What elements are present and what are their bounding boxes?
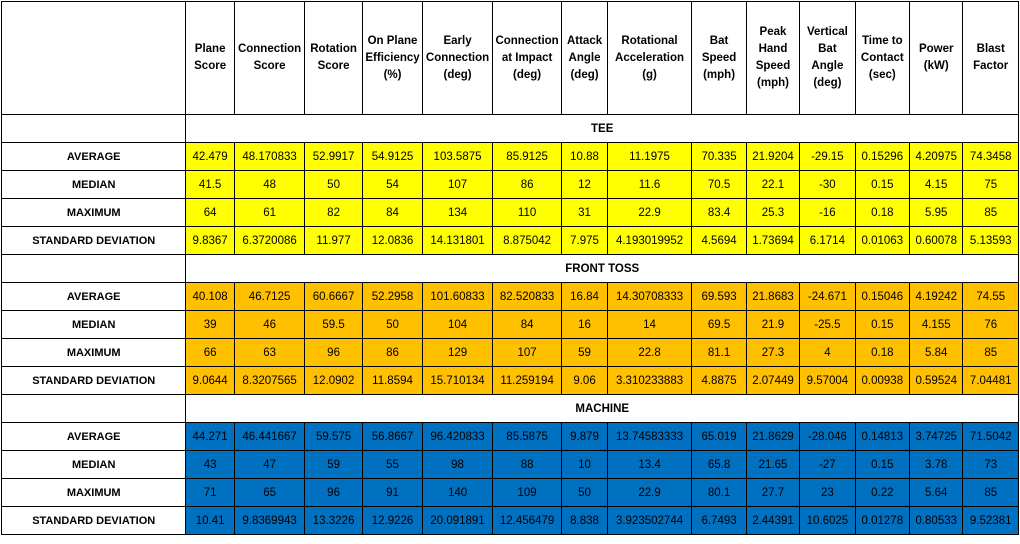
table-cell: 3.310233883 — [607, 367, 692, 395]
table-cell: 10.41 — [186, 507, 234, 535]
row-label: MEDIAN — [2, 311, 186, 339]
table-cell: 74.55 — [963, 283, 1019, 311]
column-header: Blast Factor — [963, 2, 1019, 115]
table-cell: 4 — [800, 339, 855, 367]
table-cell: 0.18 — [855, 339, 909, 367]
table-cell: 0.15 — [855, 311, 909, 339]
table-cell: 5.95 — [910, 199, 963, 227]
table-cell: 12.9226 — [362, 507, 422, 535]
table-cell: 0.00938 — [855, 367, 909, 395]
table-cell: 65.8 — [692, 451, 746, 479]
table-row — [2, 507, 1019, 535]
table-cell: 14.30708333 — [607, 283, 692, 311]
table-cell: 59.575 — [305, 423, 362, 451]
table-cell: 96 — [305, 479, 362, 507]
table-row — [2, 479, 1019, 507]
table-cell: 10 — [562, 451, 607, 479]
table-cell: 6.3720086 — [234, 227, 305, 255]
table-cell: 0.15 — [855, 171, 909, 199]
table-cell: 0.15 — [855, 451, 909, 479]
table-cell: 39 — [186, 311, 234, 339]
table-cell: 56.8667 — [362, 423, 422, 451]
table-cell: -16 — [800, 199, 855, 227]
table-cell: 46 — [234, 311, 305, 339]
row-label: MEDIAN — [2, 171, 186, 199]
table-cell: 9.52381 — [963, 507, 1019, 535]
table-cell: 9.0644 — [186, 367, 234, 395]
table-cell: 5.84 — [910, 339, 963, 367]
table-cell: 43 — [186, 451, 234, 479]
row-label: MAXIMUM — [2, 199, 186, 227]
table-cell: 21.9204 — [746, 143, 799, 171]
table-cell: 52.9917 — [305, 143, 362, 171]
table-cell: 70.335 — [692, 143, 746, 171]
table-cell: 9.06 — [562, 367, 607, 395]
table-cell: 5.64 — [910, 479, 963, 507]
column-header: Vertical Bat Angle (deg) — [800, 2, 855, 115]
table-cell: 7.975 — [562, 227, 607, 255]
table-cell: 48.170833 — [234, 143, 305, 171]
section-header-row — [2, 115, 1019, 143]
table-cell: 84 — [492, 311, 562, 339]
table-cell: -27 — [800, 451, 855, 479]
table-cell: 6.1714 — [800, 227, 855, 255]
table-cell: 0.18 — [855, 199, 909, 227]
table-cell: 74.3458 — [963, 143, 1019, 171]
table-cell: 54.9125 — [362, 143, 422, 171]
column-header: Early Connection (deg) — [423, 2, 493, 115]
row-label: STANDARD DEVIATION — [2, 367, 186, 395]
table-cell: 3.74725 — [910, 423, 963, 451]
table-cell: 0.01278 — [855, 507, 909, 535]
table-row — [2, 227, 1019, 255]
table-cell: 60.6667 — [305, 283, 362, 311]
table-cell: 44.271 — [186, 423, 234, 451]
table-cell: 65.019 — [692, 423, 746, 451]
table-cell: 4.20975 — [910, 143, 963, 171]
table-row — [2, 367, 1019, 395]
table-cell: 47 — [234, 451, 305, 479]
table-cell: 85.9125 — [492, 143, 562, 171]
table-cell: 69.593 — [692, 283, 746, 311]
table-cell: 63 — [234, 339, 305, 367]
table-cell: 11.6 — [607, 171, 692, 199]
row-label: AVERAGE — [2, 283, 186, 311]
table-cell: 2.07449 — [746, 367, 799, 395]
table-cell: 64 — [186, 199, 234, 227]
table-cell: 31 — [562, 199, 607, 227]
table-cell: 2.44391 — [746, 507, 799, 535]
table-cell: 96 — [305, 339, 362, 367]
table-row — [2, 311, 1019, 339]
table-cell: 16.84 — [562, 283, 607, 311]
table-cell: 91 — [362, 479, 422, 507]
table-cell: 4.15 — [910, 171, 963, 199]
table-cell: 59.5 — [305, 311, 362, 339]
table-cell: 27.3 — [746, 339, 799, 367]
table-cell: 10.6025 — [800, 507, 855, 535]
table-cell: -28.046 — [800, 423, 855, 451]
table-cell: 13.3226 — [305, 507, 362, 535]
table-row — [2, 171, 1019, 199]
table-cell: 11.8594 — [362, 367, 422, 395]
table-cell: 71 — [186, 479, 234, 507]
table-cell: 85 — [963, 479, 1019, 507]
table-cell: 52.2958 — [362, 283, 422, 311]
table-row — [2, 451, 1019, 479]
section-blank-cell — [2, 255, 186, 283]
table-cell: 46.7125 — [234, 283, 305, 311]
table-row — [2, 199, 1019, 227]
table-cell: 109 — [492, 479, 562, 507]
row-label: MEDIAN — [2, 451, 186, 479]
table-cell: 75 — [963, 171, 1019, 199]
column-header: Plane Score — [186, 2, 234, 115]
table-cell: 22.9 — [607, 199, 692, 227]
column-header: Time to Contact (sec) — [855, 2, 909, 115]
table-cell: 21.8629 — [746, 423, 799, 451]
table-cell: 4.8875 — [692, 367, 746, 395]
section-blank-cell — [2, 395, 186, 423]
table-cell: 9.8367 — [186, 227, 234, 255]
table-cell: 46.441667 — [234, 423, 305, 451]
table-cell: 55 — [362, 451, 422, 479]
table-cell: 13.74583333 — [607, 423, 692, 451]
table-cell: 0.14813 — [855, 423, 909, 451]
header-row — [2, 2, 1019, 115]
table-cell: 84 — [362, 199, 422, 227]
table-cell: 0.59524 — [910, 367, 963, 395]
table-cell: 80.1 — [692, 479, 746, 507]
table-cell: 15.710134 — [423, 367, 493, 395]
table-cell: 4.5694 — [692, 227, 746, 255]
table-cell: 9.8369943 — [234, 507, 305, 535]
table-cell: 12.0836 — [362, 227, 422, 255]
table-cell: 0.22 — [855, 479, 909, 507]
table-cell: 0.01063 — [855, 227, 909, 255]
table-cell: 14 — [607, 311, 692, 339]
table-cell: 12.0902 — [305, 367, 362, 395]
table-cell: 50 — [362, 311, 422, 339]
row-label: MAXIMUM — [2, 339, 186, 367]
table-cell: 59 — [305, 451, 362, 479]
table-cell: 103.5875 — [423, 143, 493, 171]
table-cell: 11.259194 — [492, 367, 562, 395]
table-cell: 70.5 — [692, 171, 746, 199]
table-cell: 6.7493 — [692, 507, 746, 535]
table-cell: 4.19242 — [910, 283, 963, 311]
row-label: AVERAGE — [2, 143, 186, 171]
section-header-row — [2, 255, 1019, 283]
table-row — [2, 283, 1019, 311]
table-cell: 22.1 — [746, 171, 799, 199]
table-cell: 12 — [562, 171, 607, 199]
table-cell: 134 — [423, 199, 493, 227]
table-cell: 107 — [492, 339, 562, 367]
row-label: STANDARD DEVIATION — [2, 507, 186, 535]
table-cell: 107 — [423, 171, 493, 199]
table-cell: 21.8683 — [746, 283, 799, 311]
table-cell: 86 — [362, 339, 422, 367]
row-label: STANDARD DEVIATION — [2, 227, 186, 255]
table-cell: 85 — [963, 199, 1019, 227]
table-cell: 66 — [186, 339, 234, 367]
table-cell: 69.5 — [692, 311, 746, 339]
row-label: MAXIMUM — [2, 479, 186, 507]
table-cell: 5.13593 — [963, 227, 1019, 255]
table-cell: 0.15296 — [855, 143, 909, 171]
column-header: Attack Angle (deg) — [562, 2, 607, 115]
table-cell: 50 — [562, 479, 607, 507]
table-cell: 61 — [234, 199, 305, 227]
table-cell: 11.1975 — [607, 143, 692, 171]
table-cell: 48 — [234, 171, 305, 199]
table-cell: 76 — [963, 311, 1019, 339]
table-cell: 0.80533 — [910, 507, 963, 535]
table-cell: 73 — [963, 451, 1019, 479]
section-title: MACHINE — [186, 395, 1019, 423]
table-cell: 9.57004 — [800, 367, 855, 395]
column-header: Connection at Impact (deg) — [492, 2, 562, 115]
table-cell: 22.8 — [607, 339, 692, 367]
table-cell: 20.091891 — [423, 507, 493, 535]
table-cell: 16 — [562, 311, 607, 339]
table-cell: 65 — [234, 479, 305, 507]
table-cell: 96.420833 — [423, 423, 493, 451]
column-header: Power (kW) — [910, 2, 963, 115]
table-cell: 59 — [562, 339, 607, 367]
table-cell: 41.5 — [186, 171, 234, 199]
swing-metrics-table — [1, 1, 1019, 535]
table-cell: 0.15046 — [855, 283, 909, 311]
table-cell: 9.879 — [562, 423, 607, 451]
table-cell: 7.04481 — [963, 367, 1019, 395]
table-cell: 4.155 — [910, 311, 963, 339]
table-cell: 27.7 — [746, 479, 799, 507]
table-cell: 23 — [800, 479, 855, 507]
table-cell: 88 — [492, 451, 562, 479]
column-header: Rotation Score — [305, 2, 362, 115]
row-label: AVERAGE — [2, 423, 186, 451]
table-cell: 10.88 — [562, 143, 607, 171]
table-row — [2, 339, 1019, 367]
section-blank-cell — [2, 115, 186, 143]
table-cell: 8.3207565 — [234, 367, 305, 395]
table-cell: 8.838 — [562, 507, 607, 535]
table-cell: 98 — [423, 451, 493, 479]
column-header: Rotational Acceleration (g) — [607, 2, 692, 115]
corner-cell — [2, 2, 186, 115]
table-cell: 71.5042 — [963, 423, 1019, 451]
table-cell: 42.479 — [186, 143, 234, 171]
section-title: TEE — [186, 115, 1019, 143]
section-header-row — [2, 395, 1019, 423]
table-cell: 40.108 — [186, 283, 234, 311]
table-cell: 14.131801 — [423, 227, 493, 255]
column-header: Bat Speed (mph) — [692, 2, 746, 115]
table-cell: 140 — [423, 479, 493, 507]
table-cell: 4.193019952 — [607, 227, 692, 255]
table-cell: 86 — [492, 171, 562, 199]
table-cell: 21.9 — [746, 311, 799, 339]
table-cell: 83.4 — [692, 199, 746, 227]
table-cell: 13.4 — [607, 451, 692, 479]
table-cell: 8.875042 — [492, 227, 562, 255]
table-cell: 3.923502744 — [607, 507, 692, 535]
table-cell: 22.9 — [607, 479, 692, 507]
table-cell: 21.65 — [746, 451, 799, 479]
table-cell: -29.15 — [800, 143, 855, 171]
table-row — [2, 423, 1019, 451]
table-cell: 0.60078 — [910, 227, 963, 255]
table-cell: 104 — [423, 311, 493, 339]
table-cell: -25.5 — [800, 311, 855, 339]
table-cell: 50 — [305, 171, 362, 199]
table-cell: -24.671 — [800, 283, 855, 311]
table-cell: 110 — [492, 199, 562, 227]
table-cell: 85 — [963, 339, 1019, 367]
section-title: FRONT TOSS — [186, 255, 1019, 283]
table-cell: 85.5875 — [492, 423, 562, 451]
table-cell: 81.1 — [692, 339, 746, 367]
table-cell: 101.60833 — [423, 283, 493, 311]
column-header: On Plane Efficiency (%) — [362, 2, 422, 115]
table-cell: 1.73694 — [746, 227, 799, 255]
table-row — [2, 143, 1019, 171]
table-cell: 82 — [305, 199, 362, 227]
table-cell: -30 — [800, 171, 855, 199]
column-header: Connection Score — [234, 2, 305, 115]
table-body — [2, 115, 1019, 535]
table-cell: 25.3 — [746, 199, 799, 227]
column-header: Peak Hand Speed (mph) — [746, 2, 799, 115]
table-cell: 82.520833 — [492, 283, 562, 311]
table-cell: 54 — [362, 171, 422, 199]
table-cell: 11.977 — [305, 227, 362, 255]
table-cell: 129 — [423, 339, 493, 367]
table-cell: 3.78 — [910, 451, 963, 479]
table-cell: 12.456479 — [492, 507, 562, 535]
